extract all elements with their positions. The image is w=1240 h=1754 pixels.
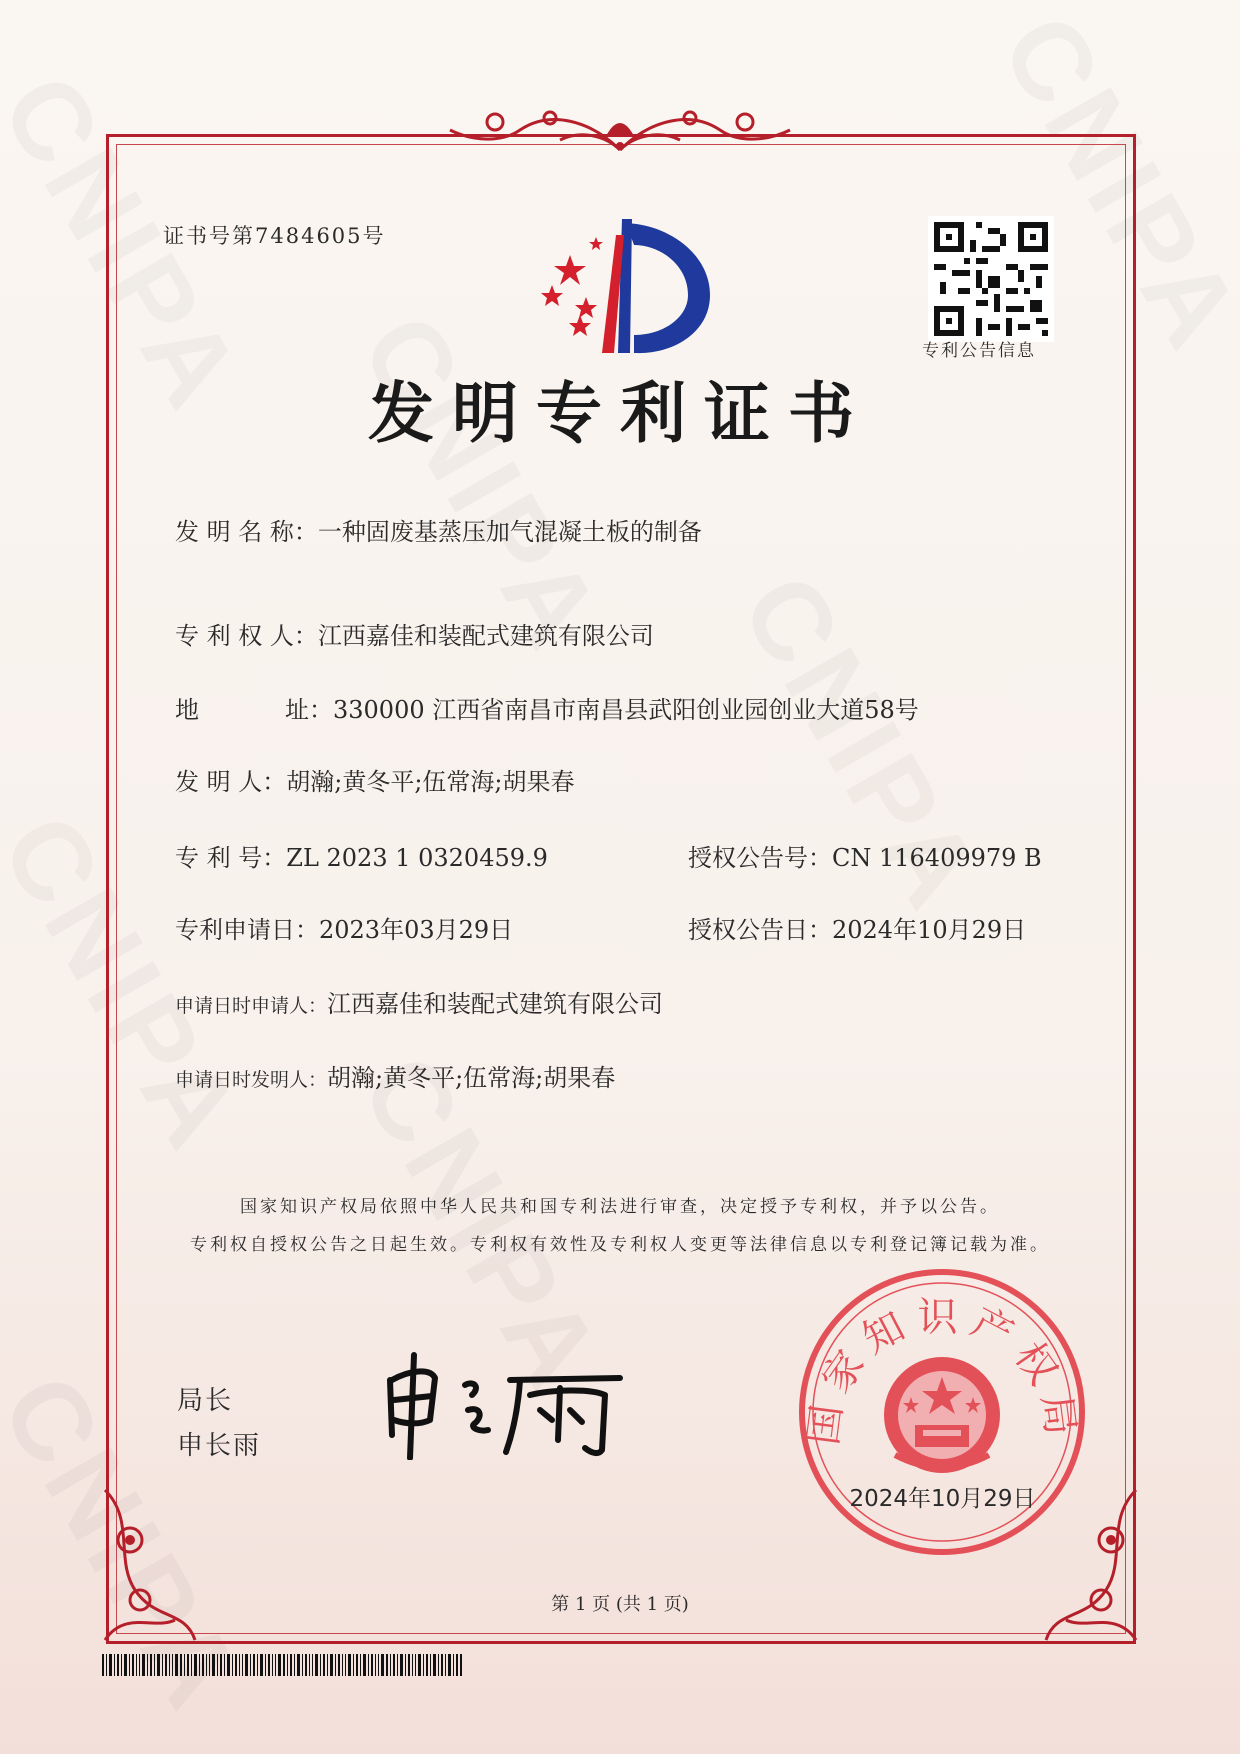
field-grant-pub-date [688,910,1026,945]
director-signature [380,1340,640,1460]
field-label: 发 明 人： [175,768,287,796]
director-title: 局长 [177,1386,234,1416]
corner-ornament-left [95,1480,205,1650]
official-seal [795,1265,1090,1560]
field-value: CN 116409979 B [832,844,1042,872]
barcode-icon [102,1654,462,1676]
field-value: 胡瀚;黄冬平;伍常海;胡果春 [286,768,575,796]
field-address [175,690,919,725]
field-label: 专利申请日： [175,916,319,944]
notice-line-1: 国家知识产权局依照中华人民共和国专利法进行审查，决定授予专利权，并予以公告。 [240,1197,1000,1217]
page-title: 发明专利证书 [368,375,872,452]
field-label: 申请日时申请人： [175,995,328,1017]
page-number: 第 1 页 (共 1 页) [551,1594,689,1615]
director-name: 申长雨 [177,1431,262,1461]
field-value: 330000 江西省南昌市南昌县武阳创业园创业大道58号 [333,696,919,724]
top-ornament [440,100,800,162]
field-value: ZL 2023 1 0320459.9 [286,844,548,872]
field-label: 址： [285,696,333,724]
field-label: 发 明 名 称： [175,518,318,546]
field-label: 授权公告日： [688,916,832,944]
national-emblem-icon [884,1357,1000,1473]
cnipa-logo-icon [530,215,730,355]
field-label: 授权公告号： [688,844,832,872]
field-label: 地 [175,696,199,724]
qr-code-icon [928,216,1054,342]
field-applicant-at-filing [175,984,663,1019]
field-patent-number [175,838,548,873]
field-grant-pub-number [688,838,1042,873]
qr-code[interactable] [928,216,1054,342]
field-value: 江西嘉佳和装配式建筑有限公司 [317,622,654,650]
field-value: 2024年10月29日 [832,916,1027,944]
seal-text: 国家知识产权局 [800,1294,1085,1448]
notice-line-2: 专利权自授权公告之日起生效。专利权有效性及专利权人变更等法律信息以专利登记簿记载为准。 [190,1235,1050,1255]
field-value: 2023年03月29日 [319,916,514,944]
field-inventors [175,762,575,797]
qr-caption: 专利公告信息 [922,341,1036,361]
field-label: 申请日时发明人： [175,1069,328,1091]
field-patentee [175,616,654,651]
seal-date: 2024年10月29日 [849,1486,1036,1512]
field-invention-name [175,512,702,547]
field-filing-date [175,910,513,945]
field-value: 一种固废基蒸压加气混凝土板的制备 [317,518,702,546]
certificate-number: 证书号第7484605号 [163,224,386,248]
field-value: 胡瀚;黄冬平;伍常海;胡果春 [327,1064,616,1092]
field-label: 专 利 权 人： [175,622,318,650]
field-label: 专 利 号： [175,844,287,872]
field-value: 江西嘉佳和装配式建筑有限公司 [327,990,664,1018]
field-inventor-at-filing [175,1058,615,1093]
